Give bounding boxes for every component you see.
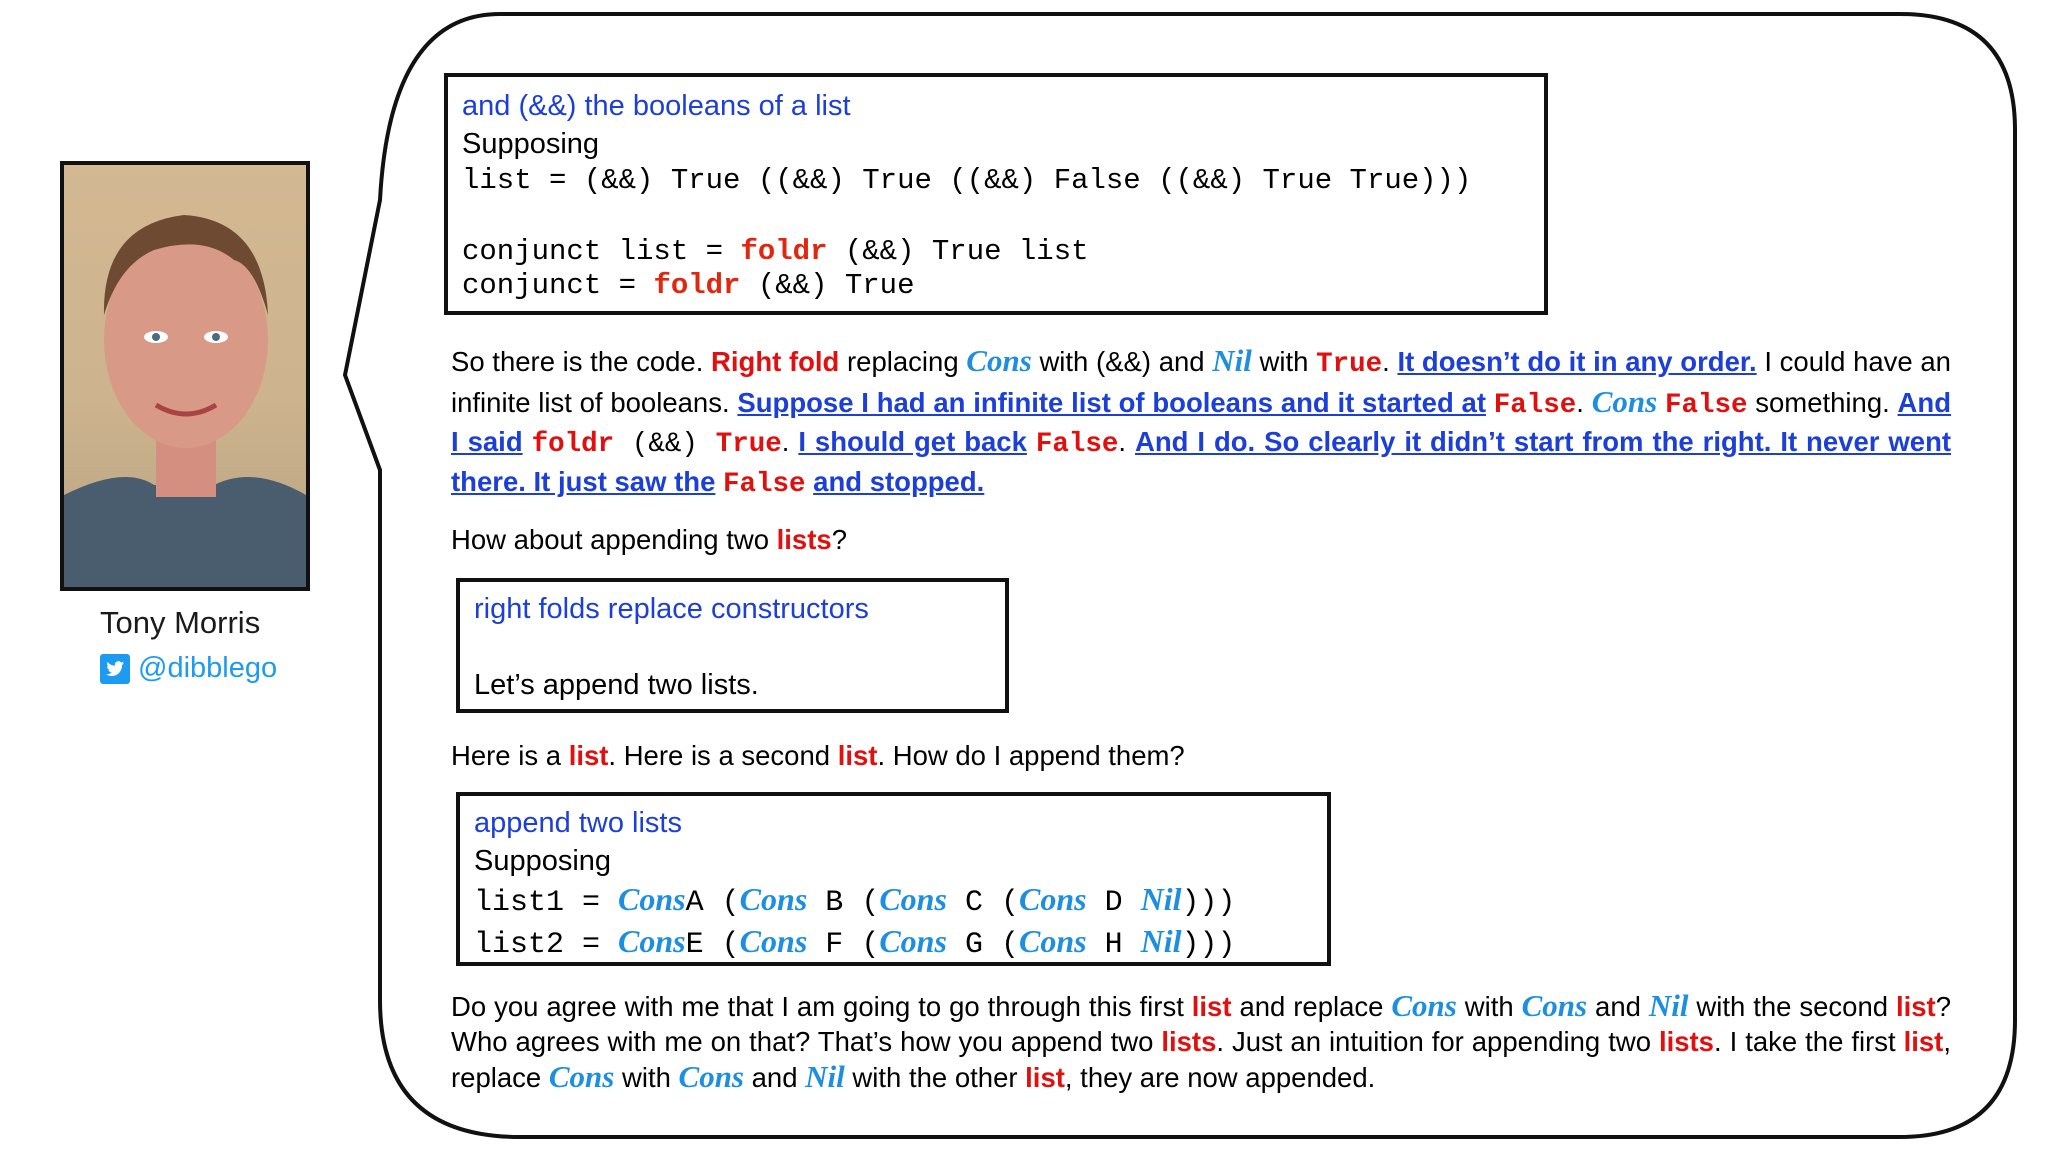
code-list2: list2 = ConsE (Cons F (Cons G (Cons H Nil))) xyxy=(474,923,1236,962)
supposing-label: Supposing xyxy=(474,845,612,877)
code-list1: list1 = ConsA (Cons B (Cons C (Cons D Nil))) xyxy=(474,881,1236,920)
code-box-conjunct xyxy=(444,73,1548,315)
twitter-handle[interactable] xyxy=(100,652,277,685)
portrait-image xyxy=(64,165,306,587)
supposing-label: Supposing xyxy=(462,128,600,160)
box-title: right folds replace constructors xyxy=(474,593,869,625)
code-conjunct-1: conjunct list = foldr (&&) True list xyxy=(462,235,1089,268)
code-box-append xyxy=(456,792,1331,966)
code-box-right-folds xyxy=(456,578,1009,713)
code-conjunct-2: conjunct = foldr (&&) True xyxy=(462,269,915,302)
transcript-paragraph-1: So there is the code. Right fold replacing Cons with (&&) and Nil with True. It doesn’t do it in any order. I could have an infinite list of booleans. Suppose I had an infinite list of booleans and it started at False. Cons False something. And I said foldr (&&) True. I should get back False. And I do. So clearly it didn’t start from the right. It never went there. It just saw the False and stopped. xyxy=(451,343,1952,500)
handle-text: @dibblego xyxy=(138,652,278,684)
box-title: and (&&) the booleans of a list xyxy=(462,90,851,122)
box-title: append two lists xyxy=(474,807,682,839)
transcript-paragraph-2: How about appending two lists? xyxy=(451,524,847,555)
transcript-paragraph-4: Do you agree with me that I am going to go through this first list and replace Cons with Cons and Nil with the second list? Who agrees with me on that? That’s how you append two lists. Just an intuition for appending two lists. I take the first list, replace Cons with Cons and Nil with the other list, they are now appended. xyxy=(451,988,1952,1094)
speaker-name: Tony Morris xyxy=(100,605,261,640)
twitter-icon xyxy=(100,654,130,684)
append-line: Let’s append two lists. xyxy=(474,669,759,701)
code-list-line: list = (&&) True ((&&) True ((&&) False ((&&) True True))) xyxy=(462,164,1472,197)
speaker-photo xyxy=(60,161,310,591)
transcript-paragraph-3: Here is a list. Here is a second list. How do I append them? xyxy=(451,740,1185,771)
